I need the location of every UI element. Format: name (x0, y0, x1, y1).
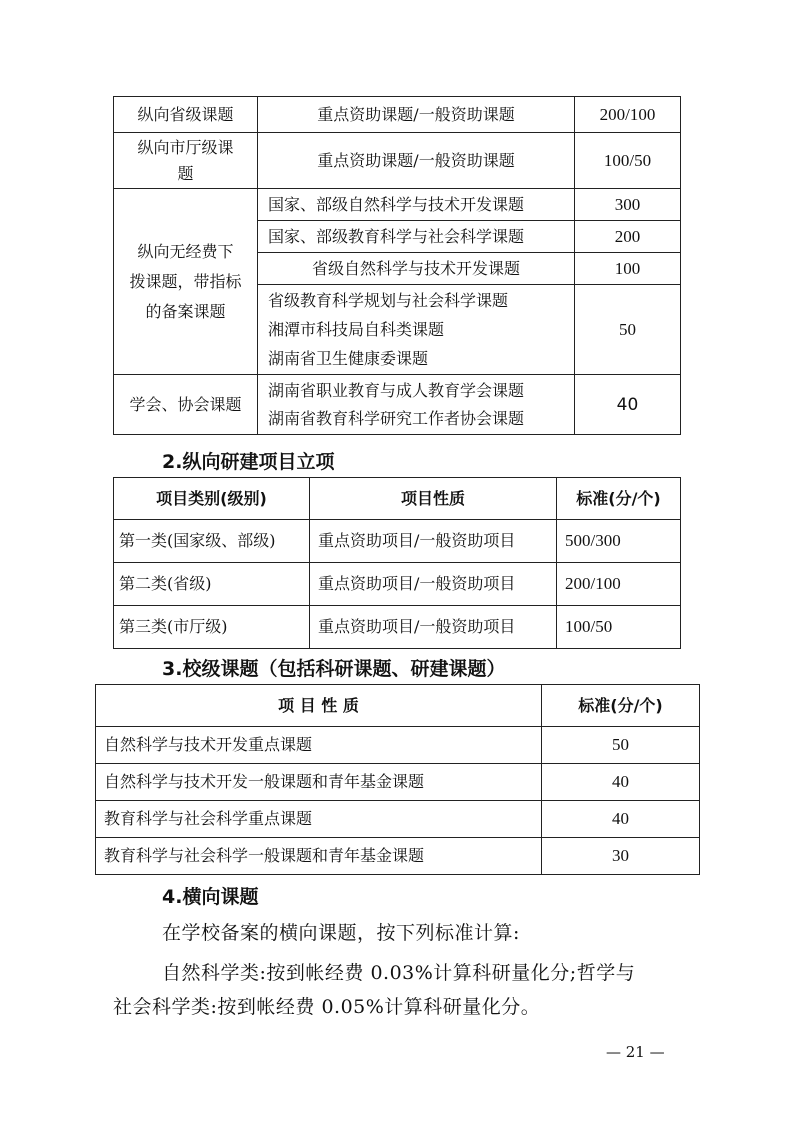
section-heading: 2.纵向研建项目立项 (162, 451, 335, 473)
table-row (114, 563, 681, 606)
score-cell: 300 (575, 189, 681, 221)
category-line: 题 (177, 163, 194, 183)
table-row (114, 133, 681, 189)
score-cell: 100 (575, 253, 681, 285)
score-cell: 40 (575, 375, 681, 435)
column-header: 标准(分/个) (557, 478, 681, 520)
table-header-row (96, 685, 700, 727)
nature-cell: 国家、部级教育科学与社会科学课题 (258, 221, 575, 253)
score-cell: 100/50 (575, 133, 681, 189)
nature-line: 湘潭市科技局自科类课题 (268, 320, 445, 339)
category-line: 纵向无经费下 (137, 241, 234, 261)
table-row (114, 606, 681, 649)
table-row (96, 727, 700, 764)
paragraph: 在学校备案的横向课题，按下列标准计算: (162, 922, 520, 944)
nature-line: 湖南省卫生健康委课题 (268, 349, 429, 368)
score-cell: 50 (575, 285, 681, 375)
table-row (96, 838, 700, 875)
nature-line: 湖南省职业教育与成人教育学会课题 (268, 380, 525, 400)
nature-cell: 教育科学与社会科学重点课题 (96, 801, 542, 838)
nature-cell (258, 285, 575, 375)
category-cell: 学会、协会课题 (114, 375, 258, 435)
category-cell (114, 133, 258, 189)
nature-cell: 教育科学与社会科学一般课题和青年基金课题 (96, 838, 542, 875)
column-header: 项目类别(级别) (114, 478, 310, 520)
nature-cell: 省级自然科学与技术开发课题 (258, 253, 575, 285)
table-row (114, 375, 681, 435)
nature-cell: 重点资助项目/一般资助项目 (310, 520, 557, 563)
column-header: 标准(分/个) (542, 685, 700, 727)
table-school-projects (95, 684, 700, 875)
category-cell: 第二类(省级) (114, 563, 310, 606)
nature-cell: 重点资助项目/一般资助项目 (310, 563, 557, 606)
nature-cell: 重点资助课题/一般资助课题 (258, 133, 575, 189)
score-cell: 200/100 (575, 97, 681, 133)
nature-cell (258, 375, 575, 435)
category-cell (114, 189, 258, 375)
nature-cell: 国家、部级自然科学与技术开发课题 (258, 189, 575, 221)
table-vertical-projects (113, 96, 681, 435)
table-vertical-research-projects (113, 477, 681, 649)
table-row (96, 764, 700, 801)
nature-cell: 自然科学与技术开发重点课题 (96, 727, 542, 764)
category-line: 拨课题，带指标 (129, 271, 242, 291)
nature-line: 湖南省教育科学研究工作者协会课题 (268, 408, 525, 428)
column-header: 项目性质 (310, 478, 557, 520)
table-row (114, 97, 681, 133)
table-row (114, 520, 681, 563)
column-header: 项 目 性 质 (96, 685, 542, 727)
score-cell: 40 (542, 764, 700, 801)
score-cell: 200 (575, 221, 681, 253)
nature-cell: 自然科学与技术开发一般课题和青年基金课题 (96, 764, 542, 801)
table-header-row (114, 478, 681, 520)
score-cell: 30 (542, 838, 700, 875)
page-number: — 21 — (606, 1043, 665, 1061)
score-cell: 100/50 (557, 606, 681, 649)
section-heading: 4.横向课题 (162, 886, 259, 908)
category-line: 的备案课题 (145, 301, 226, 321)
category-line: 纵向市厅级课 (137, 137, 234, 157)
table-row (96, 801, 700, 838)
section-heading: 3.校级课题（包括科研课题、研建课题） (162, 658, 506, 680)
category-cell: 第一类(国家级、部级) (114, 520, 310, 563)
paragraph: 社会科学类:按到帐经费 0.05%计算科研量化分。 (113, 996, 541, 1018)
category-cell: 纵向省级课题 (114, 97, 258, 133)
score-cell: 200/100 (557, 563, 681, 606)
table-row (114, 189, 681, 221)
category-cell: 第三类(市厅级) (114, 606, 310, 649)
score-cell: 500/300 (557, 520, 681, 563)
nature-cell: 重点资助项目/一般资助项目 (310, 606, 557, 649)
paragraph: 自然科学类:按到帐经费 0.03%计算科研量化分;哲学与 (162, 962, 636, 984)
nature-cell: 重点资助课题/一般资助课题 (258, 97, 575, 133)
nature-line: 省级教育科学规划与社会科学课题 (268, 291, 509, 310)
score-cell: 40 (542, 801, 700, 838)
score-cell: 50 (542, 727, 700, 764)
